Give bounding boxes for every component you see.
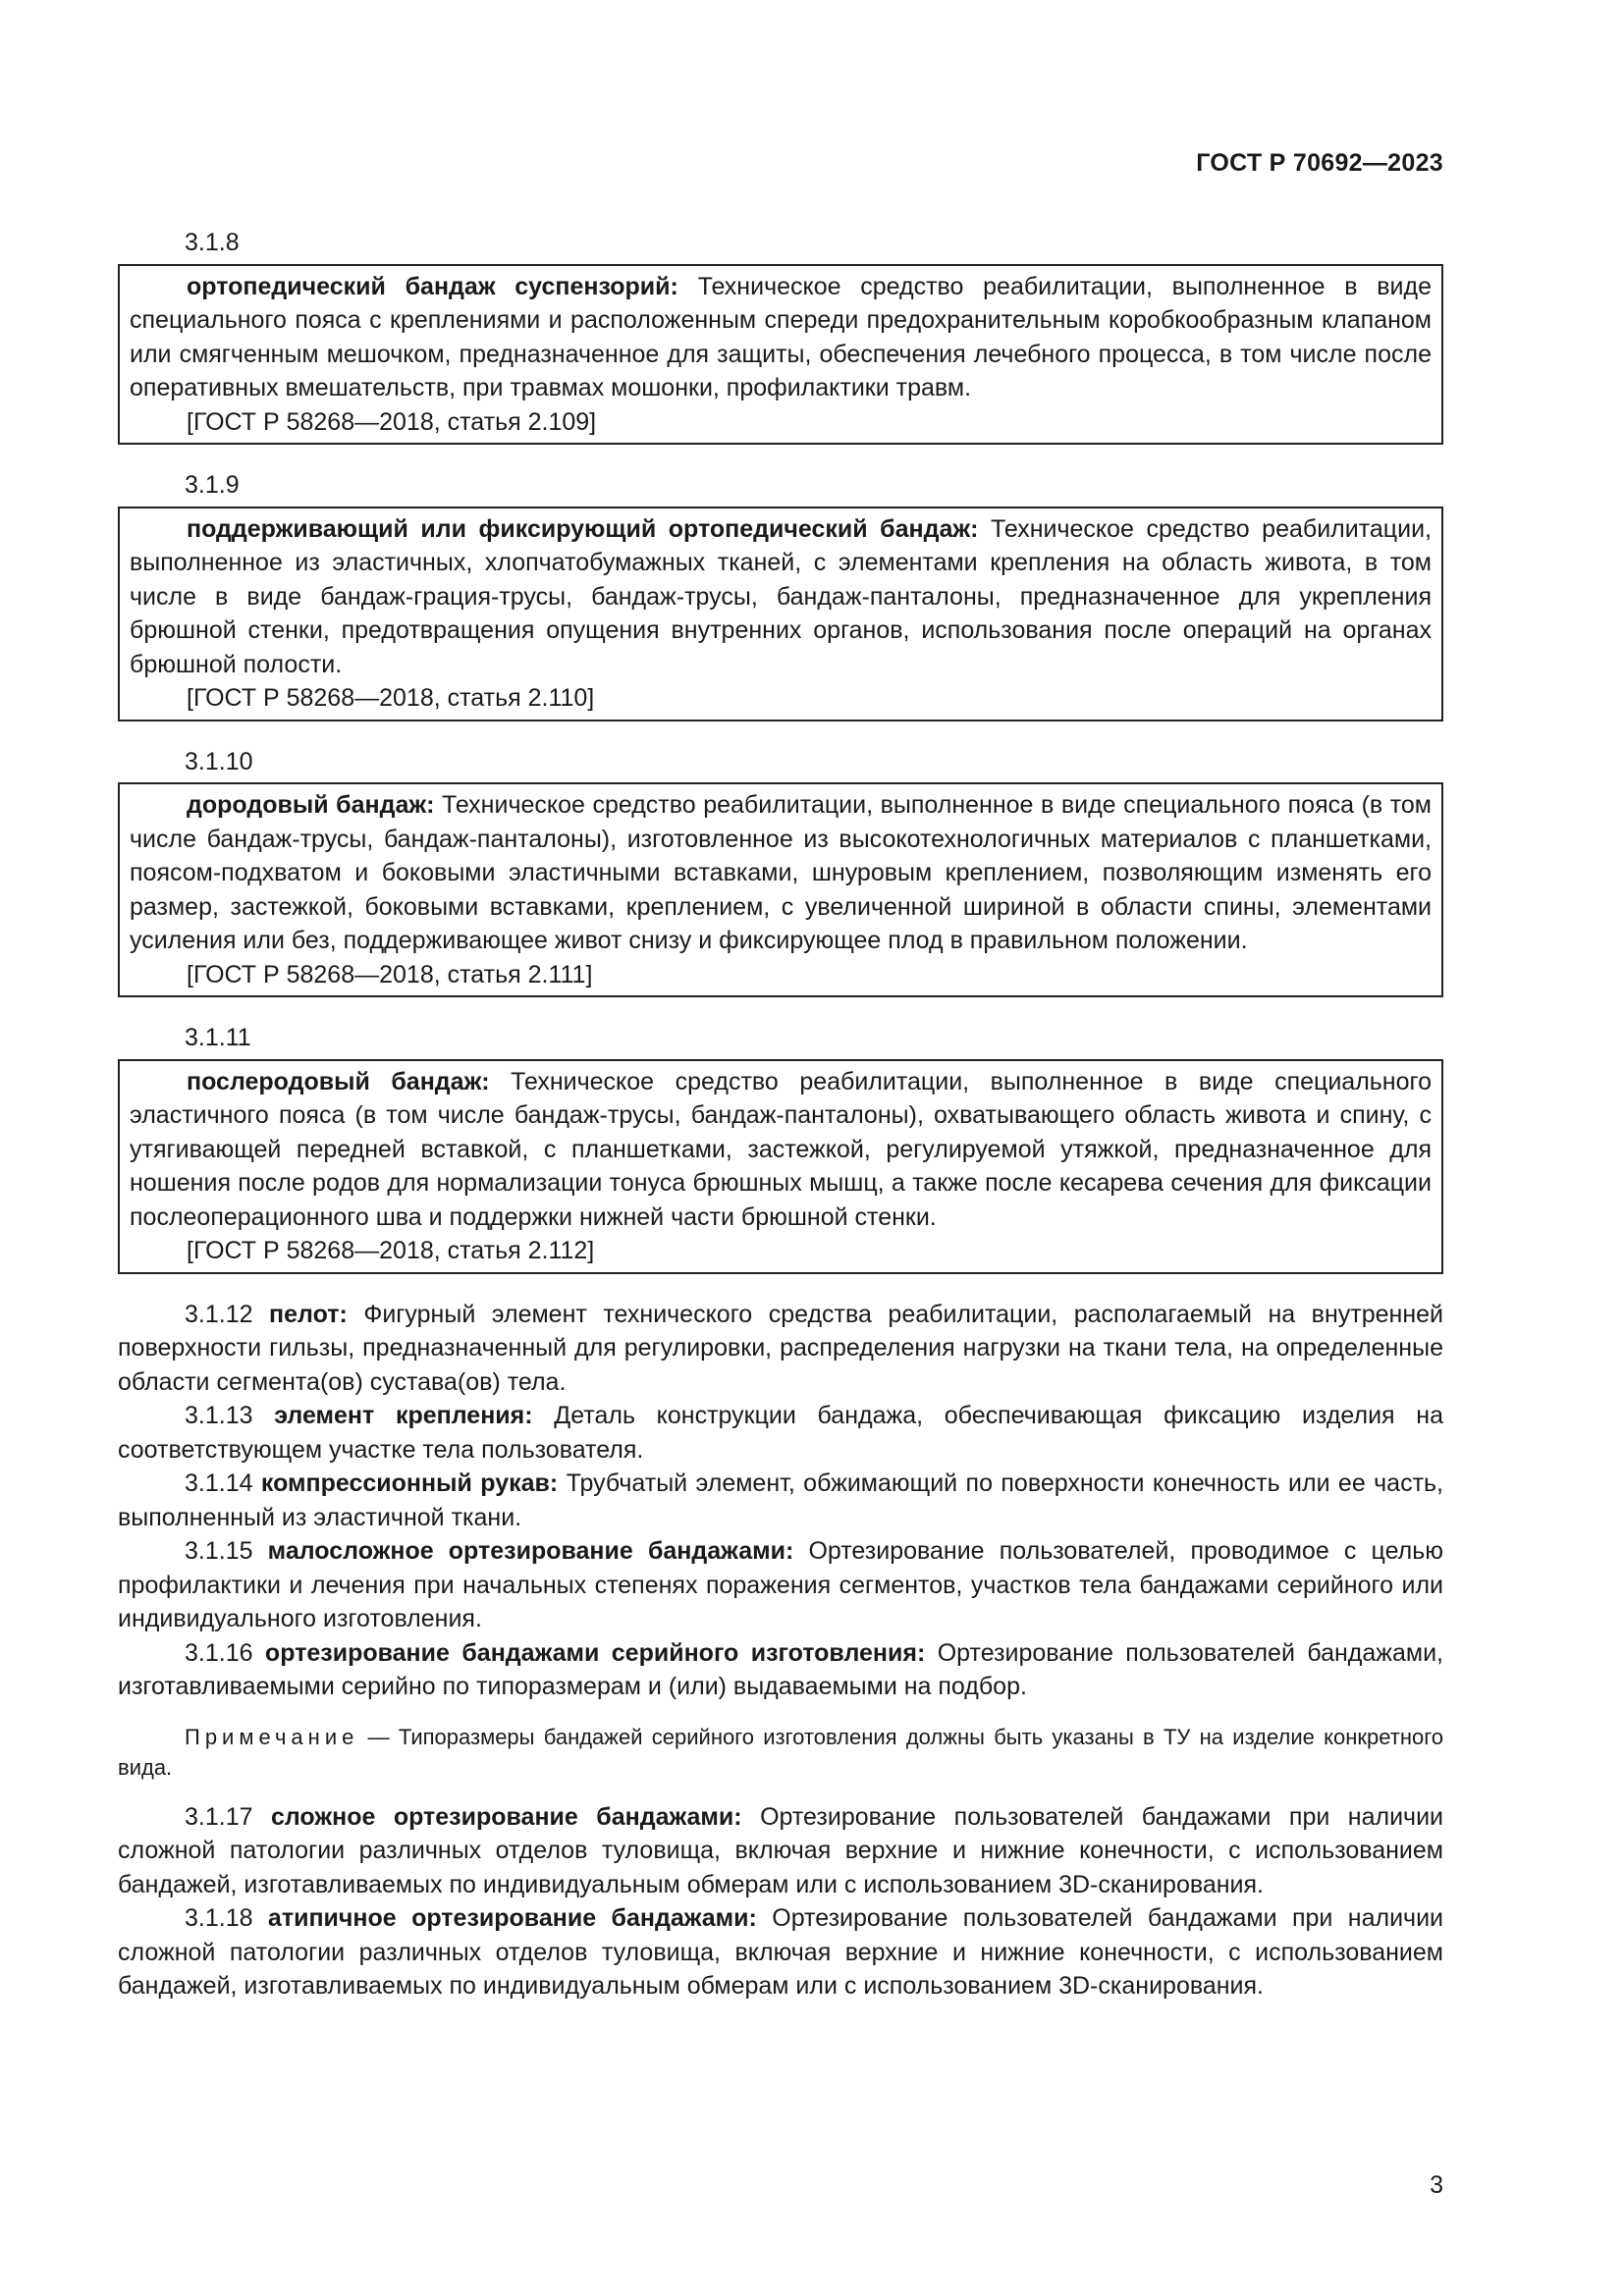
definition-text: Ортезирование пользователей, проводимое с целью профилактики и лечения при начальных степенях поражения сегментов, участков тела бандажами серийного или индивидуального изготовления.	[118, 1537, 1444, 1632]
source-reference: [ГОСТ Р 58268—2018, статья 2.111]	[187, 960, 593, 988]
definition-text: Трубчатый элемент, обжимающий по поверхности конечность или ее часть, выполненный из эластичной ткани.	[118, 1469, 1443, 1531]
document-body	[118, 226, 1443, 2003]
term-definition	[130, 1065, 1432, 1235]
term-paragraph-3-1-17	[118, 1800, 1443, 1902]
document-id-header: ГОСТ Р 70692—2023	[1196, 149, 1443, 177]
term-box	[118, 782, 1443, 997]
term-title: ортезирование бандажами серийного изготовления:	[264, 1638, 926, 1667]
term-number: 3.1.9	[185, 471, 240, 499]
definition-text: Ортезирование пользователей бандажами, изготавливаемыми серийно по типоразмерам и (или) выдаваемыми на подбор.	[118, 1638, 1443, 1700]
definition-text: Ортезирование пользователей бандажами при наличии сложной патологии различных отделов туловища, включая верхние и нижние конечности, с использованием бандажей, изготавливаемых по индивидуальным обмерам или с использованием 3D-сканирования.	[118, 1904, 1443, 2000]
term-number: 3.1.12	[185, 1300, 270, 1328]
term-title: компрессионный рукав:	[260, 1469, 559, 1497]
definition-text: Техническое средство реабилитации, выполненное из эластичных, хлопчатобумажных тканей, с элементами крепления на область живота, в том числе в виде бандаж-грация-трусы, бандаж-трусы, бандаж-панталоны, предназначенное для укрепления брюшной стенки, предотвращения опущения внутренних органов, использования после операций на органах брюшной полости.	[130, 514, 1432, 678]
term-paragraph-3-1-12	[118, 1298, 1443, 1400]
page-number: 3	[1430, 2171, 1443, 2199]
definition-text: Техническое средство реабилитации, выполненное в виде специального пояса (в том числе бандаж-трусы, бандаж-панталоны), изготовленное из высокотехнологичных материалов с планшетками, поясом-подхватом и боковыми эластичными вставками, шнуровым креплением, позволяющим изменять его размер, застежкой, боковыми вставками, креплением, с увеличенной шириной в области спины, элементами усиления или без, поддерживающее живот снизу и фиксирующее плод в правильном положении.	[130, 791, 1432, 954]
definition-text: Фигурный элемент технического средства реабилитации, располагаемый на внутренней поверхности гильзы, предназначенный для регулировки, распределения нагрузки на ткани тела, на определенные области сегмента(ов) сустава(ов) тела.	[118, 1300, 1444, 1396]
term-number: 3.1.11	[185, 1024, 251, 1051]
term-number: 3.1.14	[185, 1469, 261, 1497]
term-number: 3.1.15	[185, 1537, 268, 1565]
term-definition	[130, 788, 1432, 958]
term-paragraph-3-1-16	[118, 1636, 1443, 1704]
term-box	[118, 507, 1443, 721]
source-reference: [ГОСТ Р 58268—2018, статья 2.109]	[187, 407, 597, 436]
term-title: сложное ортезирование бандажами:	[270, 1802, 742, 1831]
term-paragraph-3-1-14	[118, 1467, 1443, 1534]
term-definition	[130, 512, 1432, 682]
note-label: Примечание	[185, 1724, 359, 1749]
term-number: 3.1.10	[185, 747, 253, 775]
definition-text: Техническое средство реабилитации, выполненное в виде специального пояса с креплениями и расположенным спереди предохранительным коробкообразным клапаном или смягченным мешочком, предназначенное для защиты, обеспечения лечебного процесса, в том числе после оперативных вмешательств, при травмах мошонки, профилактики травм.	[130, 272, 1432, 401]
term-definition	[130, 270, 1432, 405]
term-number: 3.1.18	[185, 1904, 268, 1932]
definition-text: Деталь конструкции бандажа, обеспечивающая фиксацию изделия на соответствующем участке тела пользователя.	[118, 1402, 1443, 1464]
source-reference: [ГОСТ Р 58268—2018, статья 2.110]	[187, 684, 595, 712]
definition-text: Ортезирование пользователей бандажами при наличии сложной патологии различных отделов туловища, включая верхние и нижние конечности, с использованием бандажей, изготавливаемых по индивидуальным обмерам или с использованием 3D-сканирования.	[118, 1802, 1444, 1898]
term-title: пелот:	[269, 1300, 348, 1328]
note-paragraph	[118, 1722, 1443, 1783]
term-paragraph-3-1-18	[118, 1901, 1443, 2003]
term-title: ортопедический бандаж суспензорий:	[187, 272, 678, 300]
term-paragraph-3-1-13	[118, 1399, 1443, 1467]
term-box	[118, 1059, 1443, 1274]
term-title: элемент крепления:	[274, 1402, 533, 1429]
term-box	[118, 264, 1443, 446]
source-reference: [ГОСТ Р 58268—2018, статья 2.112]	[187, 1237, 595, 1264]
term-title: поддерживающий или фиксирующий ортопедический бандаж:	[187, 514, 979, 543]
term-title: послеродовый бандаж:	[187, 1067, 490, 1095]
term-title: атипичное ортезирование бандажами:	[267, 1904, 757, 1932]
term-number: 3.1.13	[185, 1402, 275, 1429]
term-number: 3.1.17	[185, 1802, 271, 1831]
definition-text: Техническое средство реабилитации, выполненное в виде специального эластичного пояса (в том числе бандаж-трусы, бандаж-панталоны), охватывающего область живота и спину, с утягивающей передней вставкой, с планшетками, застежкой, регулируемой утяжкой, предназначенное для ношения после родов для нормализации тонуса брюшных мышц, а также после кесарева сечения для фиксации послеоперационного шва и поддержки нижней части брюшной стенки.	[130, 1067, 1432, 1231]
term-number: 3.1.16	[185, 1638, 265, 1667]
term-title: дородовый бандаж:	[187, 791, 435, 819]
term-paragraph-3-1-15	[118, 1534, 1443, 1636]
term-title: малосложное ортезирование бандажами:	[267, 1537, 794, 1565]
note-text: — Типоразмеры бандажей серийного изготовления должны быть указаны в ТУ на изделие конкретного вида.	[118, 1724, 1443, 1780]
term-number: 3.1.8	[185, 229, 240, 256]
